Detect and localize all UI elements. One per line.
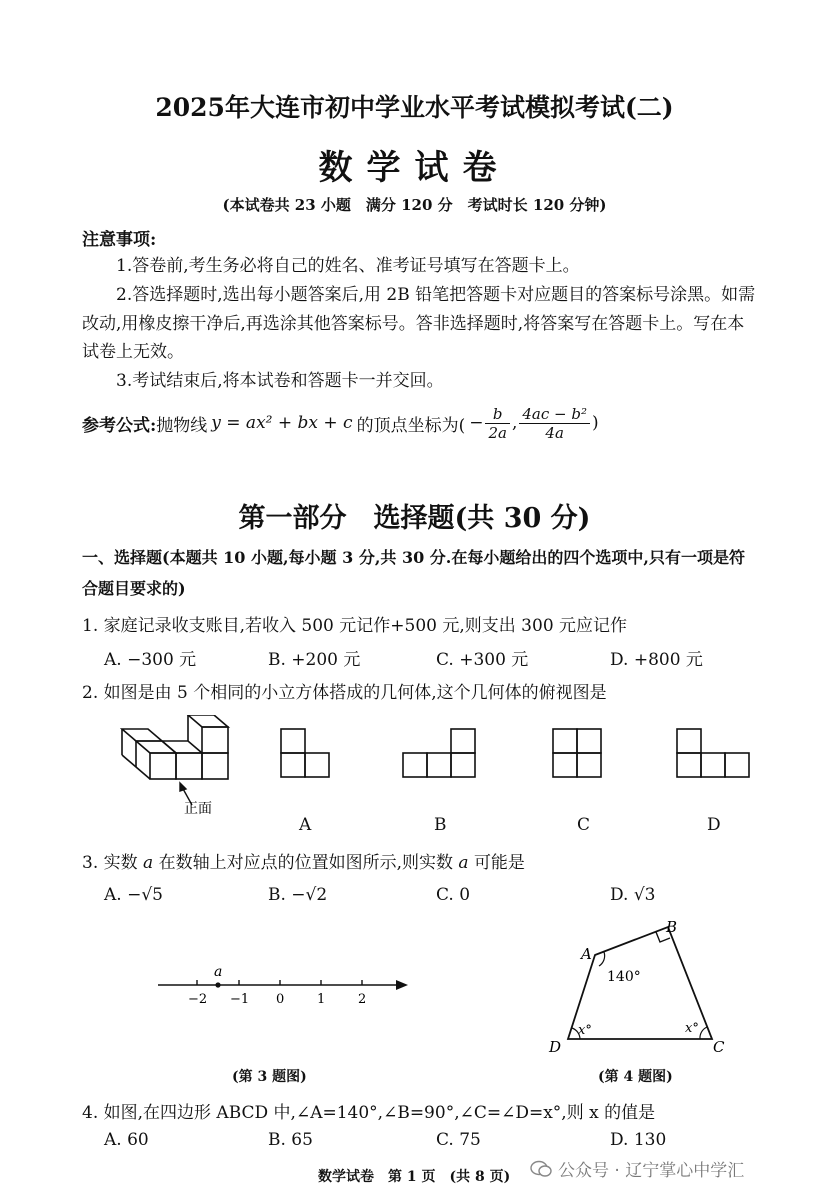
section-instructions-line-1: 一、选择题(本题共 10 小题,每小题 3 分,共 30 分.在每小题给出的四个选项中,只有一项是符 — [82, 548, 745, 567]
q2-stem: 2. 如图是由 5 个相同的小立方体搭成的几何体,这个几何体的俯视图是 — [82, 683, 607, 703]
q1-option-c: C. +300 元 — [436, 650, 529, 670]
formula-comma: , — [511, 413, 518, 433]
tick-label: 0 — [276, 992, 285, 1007]
exam-info: (本试卷共 23 小题 满分 120 分 考试时长 120 分钟) — [222, 196, 607, 214]
exam-subtitle: 数学试卷 — [318, 148, 511, 188]
section-instructions-line-2: 合题目要求的) — [82, 579, 186, 598]
q2-view-a — [280, 728, 332, 780]
q3-option-b: B. −√2 — [268, 885, 328, 905]
q4-stem: 4. 如图,在四边形 ABCD 中,∠A=140°,∠B=90°,∠C=∠D=x°,则 x 的值是 — [82, 1103, 656, 1123]
tick-label: 1 — [317, 992, 326, 1007]
q3-stem-post: 可能是 — [473, 853, 525, 873]
q2-label-a: A — [299, 815, 312, 835]
formula-neg-sign: − — [469, 413, 484, 433]
q4-option-d: D. 130 — [610, 1130, 667, 1150]
point-a-label: a — [214, 964, 223, 980]
q4-quadrilateral — [545, 915, 735, 1065]
q4-option-a: A. 60 — [104, 1130, 149, 1150]
q1-option-b: B. +200 元 — [268, 650, 361, 670]
vertex-a: A — [581, 945, 592, 963]
q4-option-c: C. 75 — [436, 1130, 481, 1150]
watermark-text: 公众号 · 辽宁掌心中学汇 — [558, 1161, 745, 1181]
angle-a-label: 140° — [607, 969, 641, 985]
vertex-b: B — [666, 918, 678, 936]
q3-option-d: D. √3 — [610, 885, 656, 905]
tick-label: −1 — [230, 992, 250, 1007]
wechat-icon — [530, 1159, 552, 1179]
q3-option-a: A. −√5 — [104, 885, 163, 905]
q2-view-c — [552, 728, 606, 780]
front-label: 正面 — [184, 801, 212, 817]
section-title: 第一部分 选择题(共 30 分) — [238, 503, 591, 534]
formula-label: 参考公式: — [82, 415, 157, 436]
fraction-1-denominator: 2a — [488, 423, 507, 442]
formula-close: ) — [591, 413, 599, 433]
exam-title: 2025年大连市初中学业水平考试模拟考试(二) — [155, 93, 674, 122]
note-item-3: 3.考试结束后,将本试卷和答题卡一并交回。 — [116, 371, 444, 391]
formula-text-1: 抛物线 — [156, 415, 208, 436]
q2-label-d: D — [707, 815, 721, 835]
q2-label-c: C — [577, 815, 591, 835]
q3-caption: (第 3 题图) — [232, 1069, 307, 1085]
angle-d-label: x° — [578, 1023, 592, 1038]
note-item-2-line-3: 试卷上无效。 — [82, 342, 184, 362]
formula-fraction-1 — [485, 405, 510, 442]
q3-stem — [82, 848, 525, 873]
q1-option-a: A. −300 元 — [104, 650, 197, 670]
q1-option-d: D. +800 元 — [610, 650, 703, 670]
tick-label: −2 — [188, 992, 208, 1007]
note-item-2-line-2: 改动,用橡皮擦干净后,再选涂其他答案标号。答非选择题时,将答案写在答题卡上。写在本 — [82, 314, 745, 334]
formula-expression: y = ax² + bx + c — [211, 413, 353, 433]
q3-number-line — [150, 955, 420, 1015]
q3-var-2: a — [458, 853, 469, 873]
vertex-c: C — [713, 1038, 725, 1056]
q4-option-b: B. 65 — [268, 1130, 313, 1150]
formula-text-2: 的顶点坐标为( — [356, 415, 466, 436]
note-item-1: 1.答卷前,考生务必将自己的姓名、准考证号填写在答题卡上。 — [116, 256, 580, 276]
q2-solid-figure — [120, 715, 240, 825]
vertex-d: D — [549, 1038, 562, 1056]
arrow-head-icon — [180, 783, 186, 791]
page-footer: 数学试卷 第 1 页 (共 8 页) — [318, 1169, 511, 1185]
reference-formula — [82, 398, 599, 448]
tick-label: 2 — [358, 992, 367, 1007]
point-a — [215, 982, 220, 987]
q2-label-b: B — [434, 815, 447, 835]
fraction-2-denominator: 4a — [545, 423, 564, 442]
q4-caption: (第 4 题图) — [598, 1069, 673, 1085]
notes-heading: 注意事项: — [82, 230, 157, 250]
watermark — [530, 1156, 744, 1181]
q3-var-1: a — [143, 853, 154, 873]
q3-stem-mid: 在数轴上对应点的位置如图所示,则实数 — [158, 853, 453, 873]
q2-view-b — [402, 728, 478, 780]
fraction-1-numerator: b — [485, 405, 510, 424]
q3-stem-pre: 3. 实数 — [82, 853, 138, 873]
angle-c-label: x° — [685, 1021, 699, 1036]
q3-option-c: C. 0 — [436, 885, 471, 905]
formula-fraction-2 — [519, 405, 590, 442]
q1-stem: 1. 家庭记录收支账目,若收入 500 元记作+500 元,则支出 300 元应记作 — [82, 616, 628, 636]
q2-view-d — [676, 728, 752, 780]
note-item-2-line-1: 2.答选择题时,选出每小题答案后,用 2B 铅笔把答题卡对应题目的答案标号涂黑。如需 — [116, 285, 756, 305]
arrow-right-icon — [396, 980, 408, 990]
fraction-2-numerator: 4ac − b² — [519, 405, 590, 424]
